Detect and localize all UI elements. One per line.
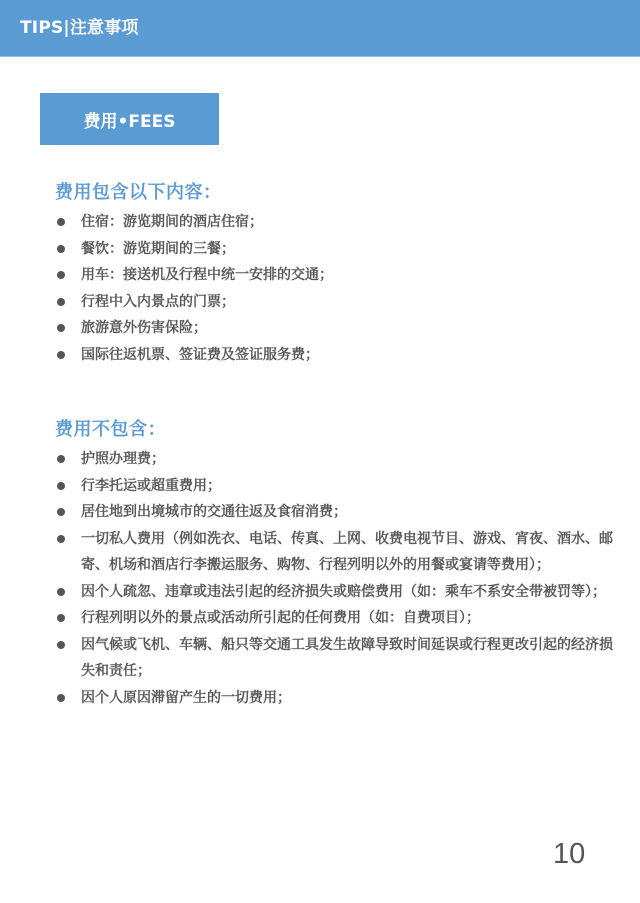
- bullet-dot-icon: [57, 455, 65, 463]
- list-item: [55, 289, 615, 316]
- header-bar: [0, 0, 640, 57]
- list-item-text: 国际往返机票、签证费及签证服务费；: [81, 346, 319, 363]
- list-item: [55, 342, 615, 369]
- list-item-text: 行李托运或超重费用；: [81, 477, 221, 494]
- list-item-text: 旅游意外伤害保险；: [81, 320, 207, 336]
- list-item-text: 用车：接送机及行程中统一安排的交通；: [81, 267, 333, 283]
- bullet-dot-icon: [57, 588, 65, 596]
- bullet-dot-icon: [57, 324, 65, 332]
- fees-label: 费用•FEES: [83, 111, 176, 132]
- page-number: 10: [553, 838, 586, 870]
- list-item: [55, 632, 615, 685]
- bullet-dot-icon: [57, 614, 65, 622]
- bullet-dot-icon: [57, 694, 65, 702]
- list-item: [55, 579, 615, 606]
- bullet-dot-icon: [57, 218, 65, 226]
- excluded-section: [55, 417, 615, 711]
- bullet-dot-icon: [57, 245, 65, 253]
- bullet-dot-icon: [57, 508, 65, 516]
- list-item-text: 居住地到出境城市的交通往返及食宿消费；: [81, 504, 347, 520]
- list-item: [55, 209, 615, 236]
- list-item-text: 行程列明以外的景点或活动所引起的任何费用（如：自费项目）；: [81, 610, 480, 626]
- bullet-dot-icon: [57, 271, 65, 279]
- list-item: [55, 526, 615, 579]
- list-item: [55, 446, 615, 473]
- list-item: [55, 605, 615, 632]
- header-title: TIPS|注意事项: [20, 18, 139, 38]
- fees-label-box: [40, 93, 219, 145]
- list-item-text: 护照办理费；: [81, 451, 165, 467]
- list-item-text: 一切私人费用（例如洗衣、电话、传真、上网、收费电视节目、游戏、宵夜、酒水、邮寄、机场和酒店行李搬运服务、购物、行程列明以外的用餐或宴请等费用）；: [81, 530, 613, 573]
- excluded-heading: 费用不包含：: [55, 419, 166, 440]
- list-item-text: 住宿：游览期间的酒店住宿；: [81, 214, 263, 230]
- list-item: [55, 236, 615, 263]
- included-list: [55, 209, 615, 368]
- included-section: [55, 180, 615, 368]
- list-item: [55, 499, 615, 526]
- list-item-text: 行程中入内景点的门票；: [81, 293, 235, 310]
- list-item-text: 因个人原因滞留产生的一切费用；: [81, 689, 291, 706]
- list-item: [55, 315, 615, 342]
- bullet-dot-icon: [57, 535, 65, 543]
- bullet-dot-icon: [57, 641, 65, 649]
- included-heading: 费用包含以下内容：: [55, 182, 222, 203]
- bullet-dot-icon: [57, 298, 65, 306]
- bullet-dot-icon: [57, 482, 65, 490]
- list-item-text: 因气候或飞机、车辆、船只等交通工具发生故障导致时间延误或行程更改引起的经济损失和责任；: [81, 636, 613, 679]
- excluded-list: [55, 446, 615, 711]
- list-item-text: 餐饮：游览期间的三餐；: [81, 240, 235, 257]
- list-item: [55, 685, 615, 712]
- list-item: [55, 473, 615, 500]
- list-item-text: 因个人疏忽、违章或违法引起的经济损失或赔偿费用（如：乘车不系安全带被罚等）；: [81, 583, 606, 600]
- bullet-dot-icon: [57, 351, 65, 359]
- list-item: [55, 262, 615, 289]
